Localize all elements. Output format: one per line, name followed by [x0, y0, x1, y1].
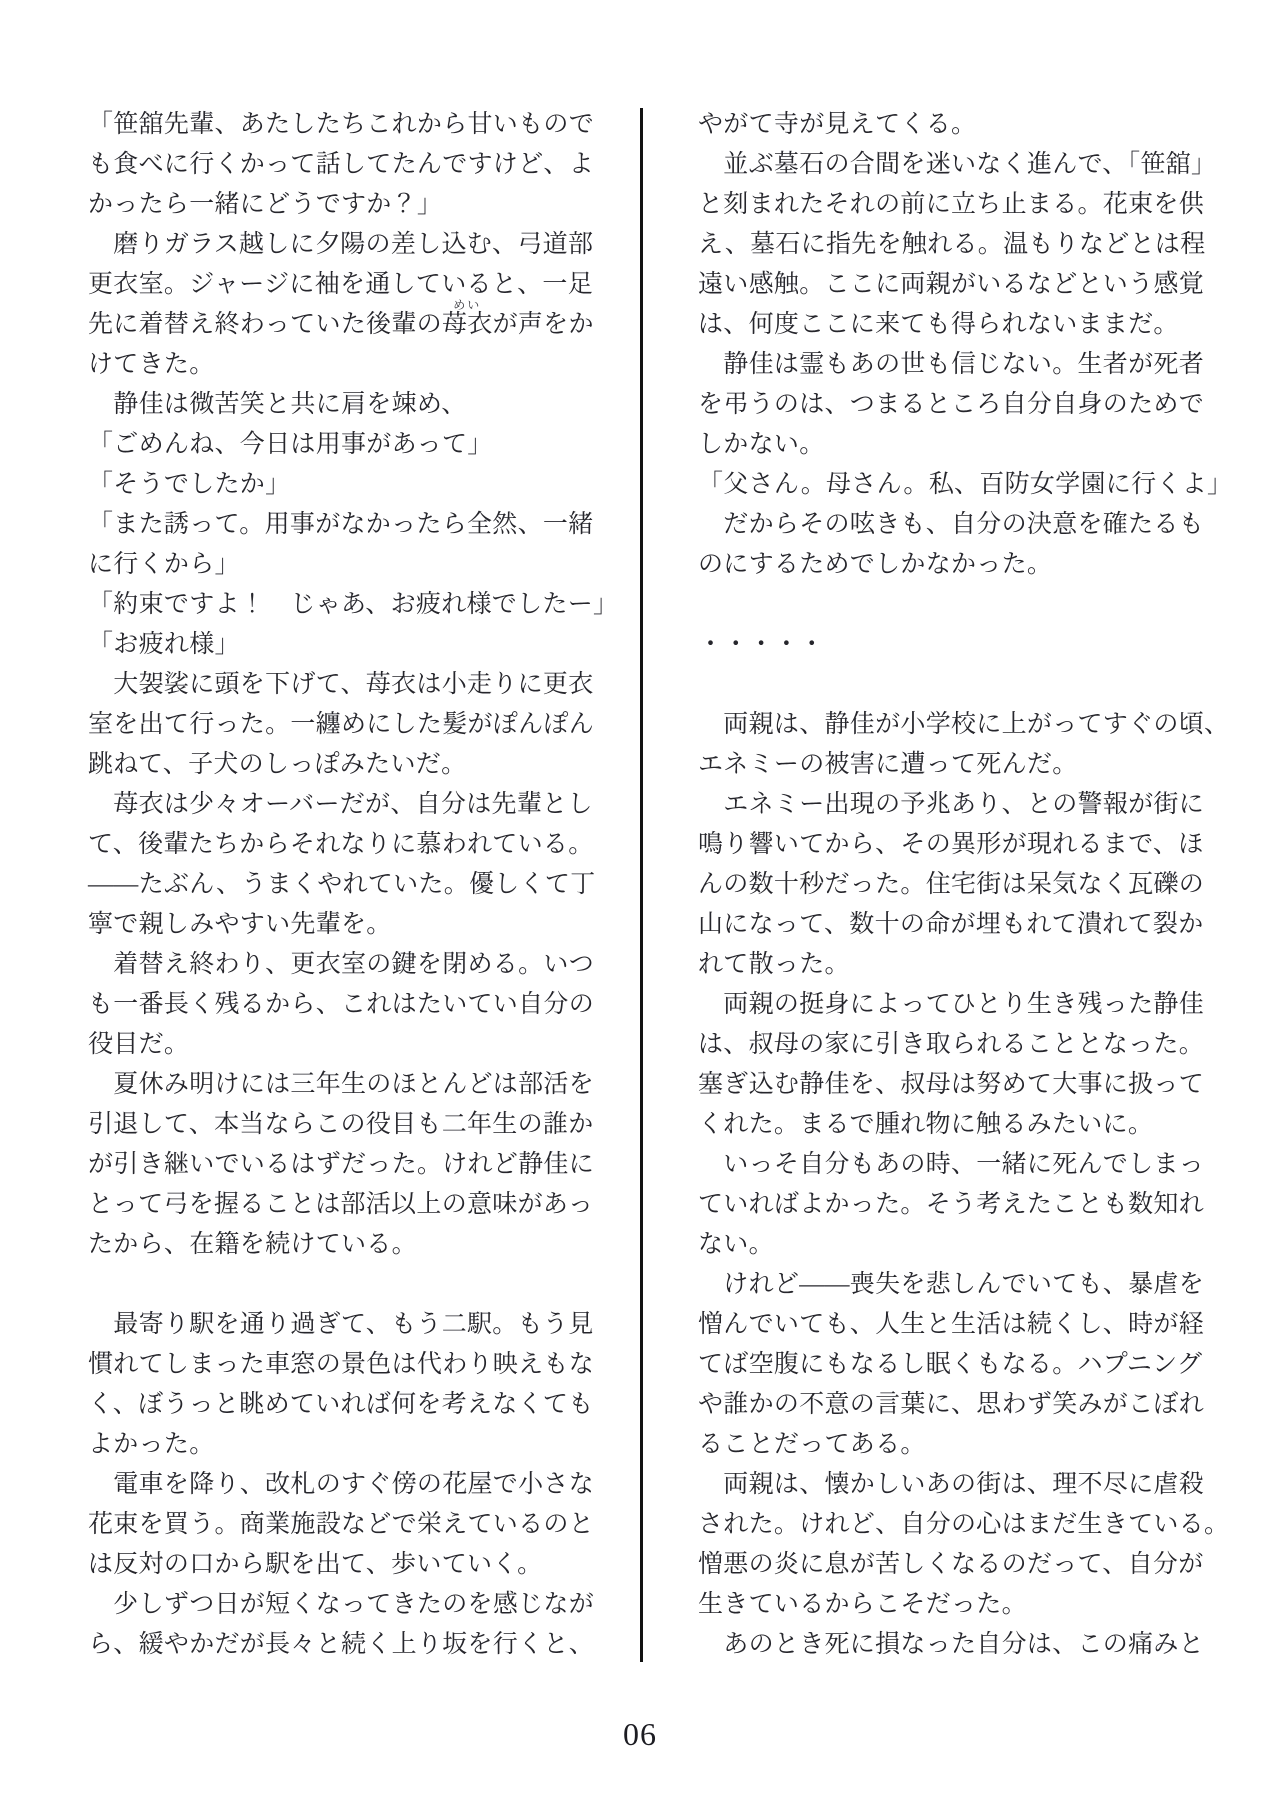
ruby-base: 苺衣 めい	[441, 298, 493, 338]
left-column	[88, 105, 628, 1665]
text-line: 静佳は霊もあの世も信じない。生者が死者	[698, 351, 1205, 378]
text-line: 跳ねて、子犬のしっぽみたいだ。	[88, 751, 467, 778]
text-line: 憎悪の炎に息が苦しくなるのだって、自分が	[698, 1551, 1204, 1578]
text-line: も一番長く残るから、これはたいてい自分の	[88, 991, 595, 1018]
text-line: しかない。	[698, 431, 825, 458]
text-line: 塞ぎ込む静佳を、叔母は努めて大事に扱って	[698, 1071, 1205, 1098]
ruby-annotation: めい	[453, 298, 482, 312]
text-line: だからその呟きも、自分の決意を確たるも	[698, 511, 1205, 538]
text-line: よかった。	[88, 1431, 215, 1458]
text-line: んの数十秒だった。住宅街は呆気なく瓦礫の	[698, 871, 1205, 898]
text-line: や誰かの不意の言葉に、思わず笑みがこぼれ	[698, 1391, 1205, 1418]
text-line: てば空腹にもなるし眠くもなる。ハプニング	[698, 1351, 1203, 1378]
text-line: 少しずつ日が短くなってきたのを感じなが	[88, 1591, 595, 1618]
text-line: 更衣室。ジャージに袖を通していると、一足	[88, 271, 594, 298]
text-line	[698, 665, 1238, 705]
text-line	[88, 1265, 628, 1305]
text-line: 着替え終わり、更衣室の鍵を閉める。いつ	[88, 951, 595, 978]
text-line: 磨りガラス越しに夕陽の差し込む、弓道部	[88, 231, 594, 258]
text-line: エネミーの被害に遭って死んだ。	[698, 751, 1078, 778]
text-line: 大袈裟に頭を下げて、苺衣は小走りに更衣	[88, 671, 594, 698]
text-line: 室を出て行った。一纏めにした髪がぽんぽん	[88, 711, 595, 738]
text-line: 最寄り駅を通り過ぎて、もう二駅。もう見	[88, 1311, 594, 1338]
text-line: 遠い感触。ここに両親がいるなどという感覚	[698, 271, 1205, 298]
text-line: ない。	[698, 1231, 774, 1258]
text-line: くれた。まるで腫れ物に触るみたいに。	[698, 1111, 1154, 1138]
text-line: れて散った。	[698, 951, 850, 978]
text-line: 静佳は微苦笑と共に肩を竦め、	[88, 391, 467, 418]
text-line: いっそ自分もあの時、一緒に死んでしまっ	[698, 1151, 1205, 1178]
text-line: 寧で親しみやすい先輩を。	[88, 911, 392, 938]
text-line: 「約束ですよ！ じゃあ、お疲れ様でしたー」	[88, 591, 619, 618]
text-line: く、ぼうっと眺めていれば何を考えなくても	[88, 1391, 594, 1418]
text-line: あのとき死に損なった自分は、この痛みと	[698, 1631, 1205, 1658]
text-line: は、何度ここに来ても得られないままだ。	[698, 311, 1179, 338]
text-line: と刻まれたそれの前に立ち止まる。花束を供	[698, 191, 1205, 218]
text-line: 両親の挺身によってひとり生き残った静佳	[698, 991, 1205, 1018]
text-line: 両親は、懐かしいあの街は、理不尽に虐殺	[698, 1471, 1205, 1498]
text-line: 生きているからこそだった。	[698, 1591, 1027, 1618]
text-line: けてきた。	[88, 351, 215, 378]
text-line: された。けれど、自分の心はまだ生きている。	[698, 1511, 1230, 1538]
text-line: 苺衣は少々オーバーだが、自分は先輩とし	[88, 791, 593, 818]
text-line: 「そうでしたか」	[88, 471, 291, 498]
text-line: が引き継いでいるはずだった。けれど静佳に	[88, 1151, 595, 1178]
text-line: かったら一緒にどうですか？」	[88, 191, 443, 218]
text-line: 憎んでいても、人生と生活は続くし、時が経	[698, 1311, 1205, 1338]
text-line: 役目だ。	[88, 1031, 190, 1058]
text-line: 引退して、本当ならこの役目も二年生の誰か	[88, 1111, 594, 1138]
text-line: は、叔母の家に引き取られることとなった。	[698, 1031, 1205, 1058]
text-line: 両親は、静佳が小学校に上がってすぐの頃、	[698, 711, 1230, 738]
text-line: ることだってある。	[698, 1431, 926, 1458]
text-line: やがて寺が見えてくる。	[698, 111, 977, 138]
section-break-dots: ・・・・・	[698, 631, 825, 658]
text-line: ていればよかった。そう考えたことも数知れ	[698, 1191, 1205, 1218]
text-line: とって弓を握ることは部活以上の意味があっ	[88, 1191, 594, 1218]
column-divider	[640, 108, 643, 1662]
text-line: ――たぶん、うまくやれていた。優しくて丁	[88, 871, 596, 898]
text-line: 山になって、数十の命が埋もれて潰れて裂か	[698, 911, 1204, 938]
text-line: 鳴り響いてから、その異形が現れるまで、ほ	[698, 831, 1204, 858]
text-line: 電車を降り、改札のすぐ傍の花屋で小さな	[88, 1471, 595, 1498]
text-line: たから、在籍を続けている。	[88, 1231, 417, 1258]
text-line: 「父さん。母さん。私、百防女学園に行くよ」	[698, 471, 1233, 498]
text-line: を弔うのは、つまるところ自分自身のためで	[698, 391, 1205, 418]
text-line: 「お疲れ様」	[88, 631, 240, 658]
text-line	[88, 298, 628, 345]
text-line: に行くから」	[88, 551, 240, 578]
text-line: ら、緩やかだが長々と続く上り坂を行くと、	[88, 1631, 595, 1658]
text-line: けれど――喪失を悲しんでいても、暴虐を	[698, 1271, 1205, 1298]
text-line: 「笹舘先輩、あたしたちこれから甘いもので	[88, 111, 595, 138]
text-line: のにするためでしかなかった。	[698, 551, 1053, 578]
text-line	[698, 585, 1238, 625]
page-number: 06	[623, 1716, 657, 1752]
text-segment: 先に着替え終わっていた後輩の	[88, 311, 442, 338]
text-line: え、墓石に指先を触れる。温もりなどとは程	[698, 231, 1206, 258]
right-column	[698, 105, 1238, 1665]
text-line: て、後輩たちからそれなりに慕われている。	[88, 831, 594, 858]
text-line: は反対の口から駅を出て、歩いていく。	[88, 1551, 543, 1578]
text-line: エネミー出現の予兆あり、との警報が街に	[698, 791, 1205, 818]
text-line: も食べに行くかって話してたんですけど、よ	[88, 151, 595, 178]
text-line: 並ぶ墓石の合間を迷いなく進んで、「笹舘」	[698, 151, 1217, 178]
text-line: 慣れてしまった車窓の景色は代わり映えもな	[88, 1351, 595, 1378]
text-line: 「ごめんね、今日は用事があって」	[88, 431, 493, 458]
text-line: 花束を買う。商業施設などで栄えているのと	[88, 1511, 595, 1538]
text-line: 夏休み明けには三年生のほとんどは部活を	[88, 1071, 595, 1098]
text-line: 「また誘って。用事がなかったら全然、一緒	[88, 511, 594, 538]
text-segment: が声をか	[492, 311, 594, 338]
